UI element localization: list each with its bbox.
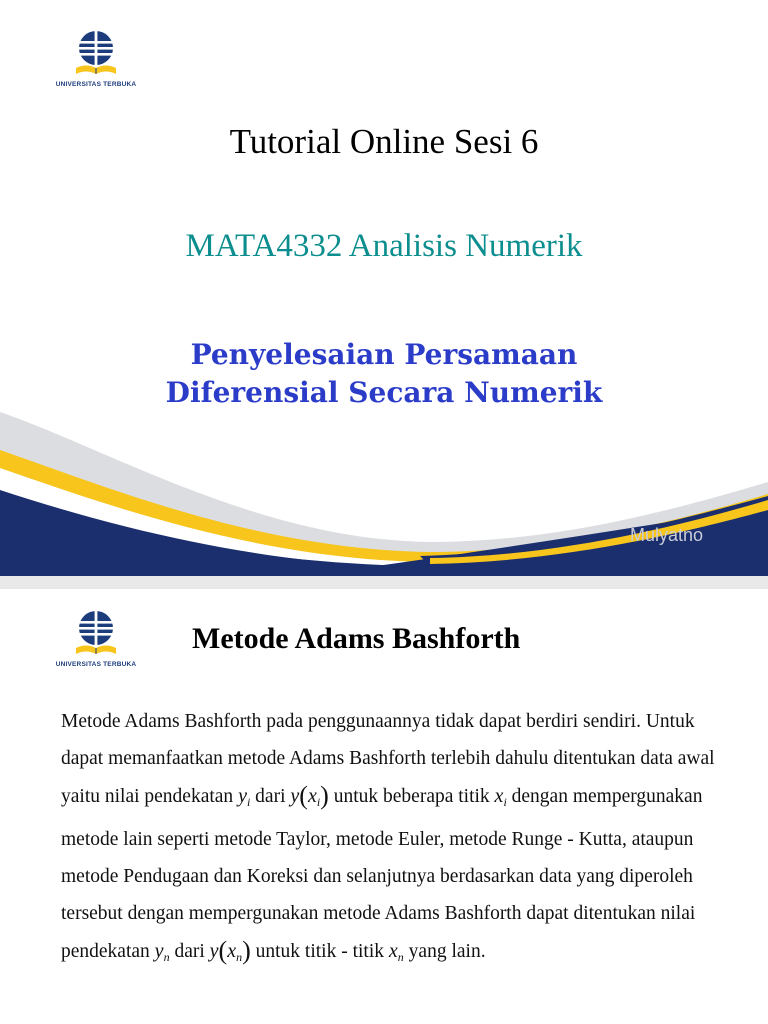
logo-text: UNIVERSITAS TERBUKA: [55, 81, 137, 88]
slide-title: Metode Adams Bashforth: [192, 622, 521, 655]
subject-line-2: Diferensial Secara Numerik: [165, 376, 603, 409]
body-paragraph: [61, 703, 721, 976]
university-emblem-icon: [72, 30, 120, 80]
text-run: untuk titik - titik: [250, 941, 389, 962]
slide-separator: [0, 576, 768, 589]
text-run: untuk beberapa titik: [328, 786, 495, 807]
navy-corner-band: [0, 470, 768, 576]
text-run: dari: [250, 786, 291, 807]
text-run: yang lain.: [403, 941, 486, 962]
math-y-i: $y_i$: [238, 785, 251, 809]
text-run: dengan mempergunakan metode lain seperti metode Taylor, metode Euler, metode Runge - Kutta, ataupun metode Pendugaan dan Koreksi dan selanjutnya berdasarkan data yang diperoleh tersebut dengan mempergunakan metode Adams Bashforth dapat ditentukan nilai pendekatan: [61, 786, 703, 962]
subject-line-1: Penyelesaian Persamaan: [190, 338, 578, 371]
math-y-of-x-i: $y(x_i)$: [290, 781, 329, 810]
course-title: MATA4332 Analisis Numerik: [185, 228, 583, 264]
text-run: dari: [169, 941, 210, 962]
author-name: Mulyatno: [630, 525, 704, 545]
university-emblem-icon: [72, 610, 120, 660]
university-logo: [51, 610, 141, 668]
text-run: Metode Adams Bashforth pada penggunaannya tidak dapat berdiri sendiri. Untuk dapat memanfaatkan metode Adams Bashforth terlebih dahulu ditentukan data awal yaitu nilai pendekatan: [61, 711, 715, 807]
page-title: Tutorial Online Sesi 6: [229, 122, 539, 161]
math-y-of-x-n: $y(x_n)$: [209, 936, 251, 965]
slide-2: [0, 589, 768, 1024]
math-x-n: $x_n$: [388, 940, 404, 964]
math-y-n: $y_n$: [154, 940, 170, 964]
logo-text: UNIVERSITAS TERBUKA: [55, 661, 137, 668]
math-x-i: $x_i$: [494, 785, 507, 809]
university-logo: [51, 30, 141, 88]
